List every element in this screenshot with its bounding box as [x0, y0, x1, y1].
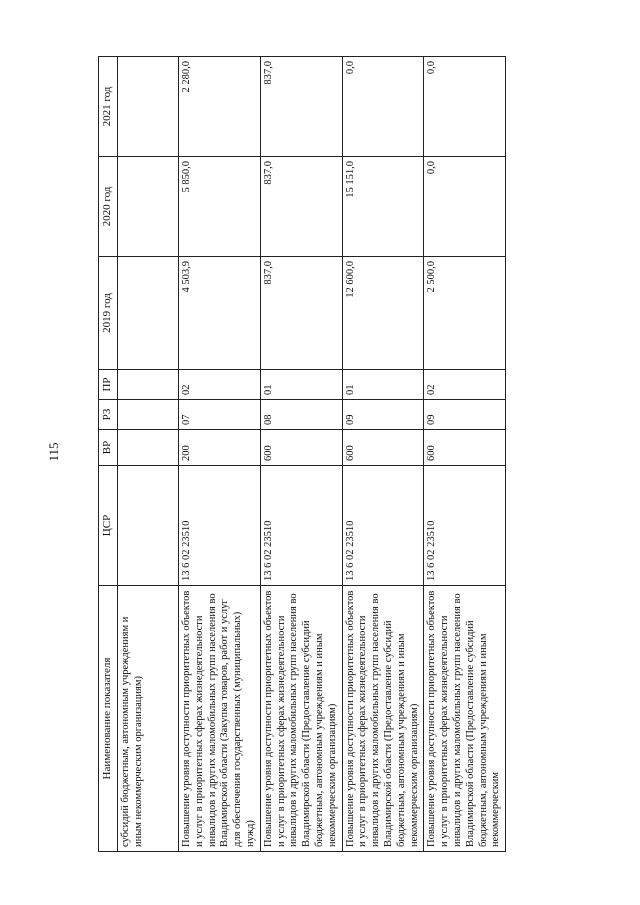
row-pr: 02: [179, 370, 261, 400]
table-row: [424, 57, 506, 852]
row-pr: 02: [424, 370, 506, 400]
row-rz: 09: [424, 400, 506, 430]
row-csr: 13 6 02 23510: [179, 466, 261, 586]
row-name: Повышение уровня доступности приоритетных объектов и услуг в приоритетных сферах жизнедеятельности инвалидов и других маломобильных групп населения во Владимирской области (Предоставление субсидий бюджетным, автономным учреждениям и иным некоммерческим: [424, 586, 506, 852]
row-rz: 07: [179, 400, 261, 430]
row-csr: [118, 466, 179, 586]
row-vr: [118, 430, 179, 466]
row-rz: 08: [260, 400, 342, 430]
row-name: Повышение уровня доступности приоритетных объектов и услуг в приоритетных сферах жизнедеятельности инвалидов и других маломобильных групп населения во Владимирской области (Предоставление субсидий бюджетным, автономным учреждениям и иным некоммерческим организациям): [342, 586, 424, 852]
row-vr: 200: [179, 430, 261, 466]
header-pr: ПР: [99, 370, 118, 400]
row-pr: 01: [260, 370, 342, 400]
row-2019: 4 503,9: [179, 257, 261, 370]
row-pr: 01: [342, 370, 424, 400]
header-2019: 2019 год: [99, 257, 118, 370]
row-2019: 12 600,0: [342, 257, 424, 370]
row-2021: 837,0: [260, 57, 342, 157]
budget-table: [98, 56, 506, 852]
header-vr: ВР: [99, 430, 118, 466]
header-2021: 2021 год: [99, 57, 118, 157]
row-2019: [118, 257, 179, 370]
row-csr: 13 6 02 23510: [260, 466, 342, 586]
row-rz: 09: [342, 400, 424, 430]
row-vr: 600: [424, 430, 506, 466]
header-csr: ЦСР: [99, 466, 118, 586]
row-2020: 837,0: [260, 157, 342, 257]
row-vr: 600: [260, 430, 342, 466]
table-row: [118, 57, 179, 852]
row-name: субсидий бюджетным, автономным учреждениям и иным некоммерческим организациям): [118, 586, 179, 852]
row-name: Повышение уровня доступности приоритетных объектов и услуг в приоритетных сферах жизнедеятельности инвалидов и других маломобильных групп населения во Владимирской области (Предоставление субсидий бюджетным, автономным учреждениям и иным некоммерческим организациям): [260, 586, 342, 852]
row-2020: [118, 157, 179, 257]
row-pr: [118, 370, 179, 400]
row-2020: 15 151,0: [342, 157, 424, 257]
row-2020: 0,0: [424, 157, 506, 257]
table-row: [260, 57, 342, 852]
row-csr: 13 6 02 23510: [424, 466, 506, 586]
header-name: Наименование показателя: [99, 586, 118, 852]
row-name: Повышение уровня доступности приоритетных объектов и услуг в приоритетных сферах жизнедеятельности инвалидов и других маломобильных групп населения во Владимирской области (Закупка товаров, работ и услуг для обеспечения государственных (муниципальных) нужд): [179, 586, 261, 852]
row-2021: [118, 57, 179, 157]
header-rz: РЗ: [99, 400, 118, 430]
row-2021: 0,0: [424, 57, 506, 157]
row-2021: 2 280,0: [179, 57, 261, 157]
row-2019: 837,0: [260, 257, 342, 370]
row-vr: 600: [342, 430, 424, 466]
table-row: [342, 57, 424, 852]
row-csr: 13 6 02 23510: [342, 466, 424, 586]
row-2021: 0,0: [342, 57, 424, 157]
row-2019: 2 500,0: [424, 257, 506, 370]
table-row: [179, 57, 261, 852]
page-number: 115: [46, 442, 61, 462]
row-rz: [118, 400, 179, 430]
table-header-row: [99, 57, 118, 852]
row-2020: 5 850,0: [179, 157, 261, 257]
header-2020: 2020 год: [99, 157, 118, 257]
